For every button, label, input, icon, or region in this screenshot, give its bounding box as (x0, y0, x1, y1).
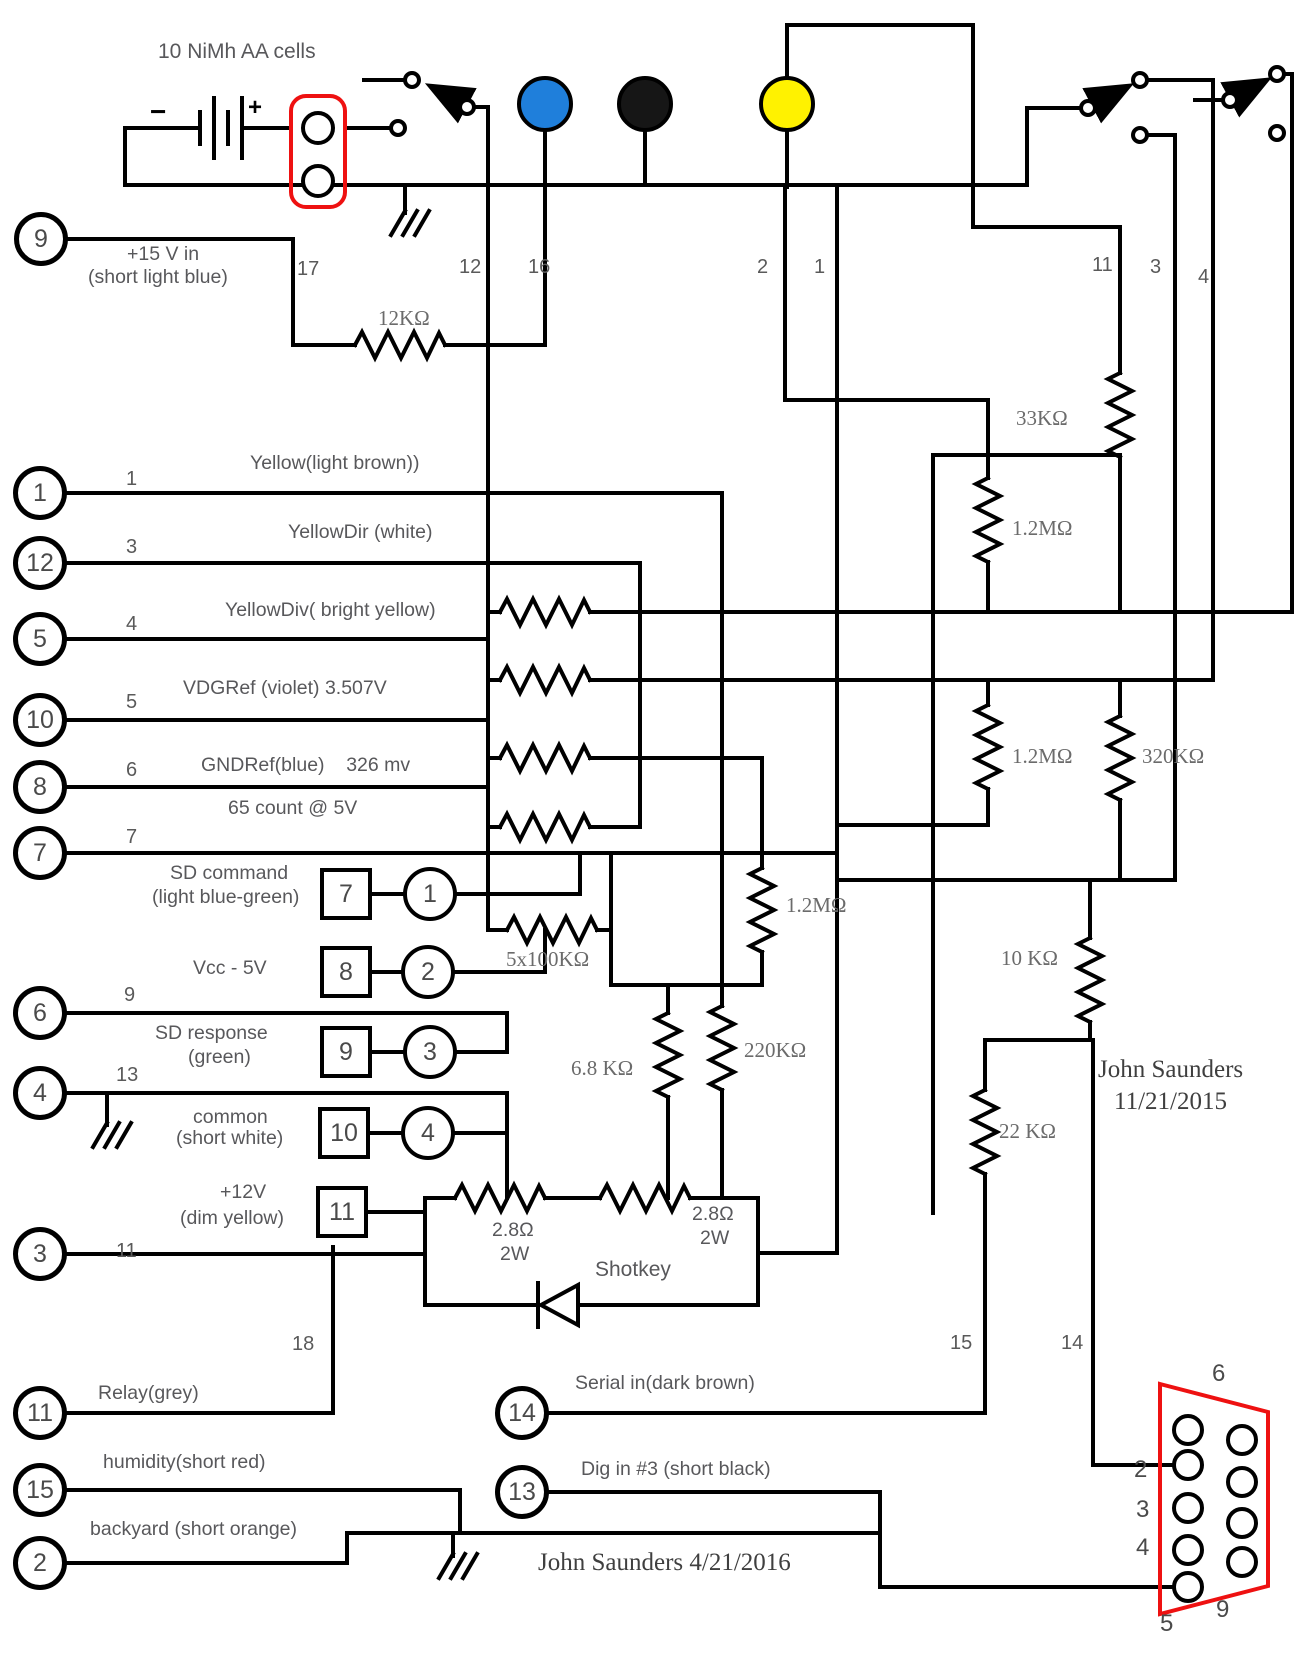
label-humidity: humidity(short red) (103, 1451, 266, 1473)
wire-segment (507, 917, 597, 943)
diode-triangle (541, 1285, 578, 1325)
wire-number-16: 16 (528, 256, 551, 278)
wire-segment (1108, 716, 1132, 800)
resistor-2r8-a (455, 1185, 545, 1211)
value-1m2-b: 1.2MΩ (1012, 744, 1073, 768)
wire-segment (500, 745, 590, 771)
resistor-220k (710, 1006, 734, 1090)
wire-segment (1270, 67, 1284, 81)
value-2r8-b: 2.8Ω (692, 1203, 734, 1225)
value-6k8: 6.8 KΩ (571, 1056, 634, 1080)
battery-minus-sign: − (150, 96, 167, 127)
wire-number-18: 18 (292, 1333, 315, 1355)
wire-label-5: 5 (126, 691, 138, 713)
db9-label-3: 3 (1136, 1496, 1150, 1523)
jacks (519, 78, 813, 130)
label-sd-command-color: (light blue-green) (152, 886, 300, 908)
switch-3 (1223, 67, 1284, 140)
wire-number-2: 2 (757, 256, 769, 278)
pin-circle-5: 5 (13, 612, 67, 666)
jack-black (619, 78, 671, 130)
wire-segment (500, 814, 590, 840)
wire-label-9: 9 (124, 984, 136, 1006)
terminal-box-7: 7 (320, 868, 372, 920)
label-sd-command: SD command (170, 862, 289, 884)
db9-pin (1174, 1416, 1202, 1444)
pin-circle-10: 10 (13, 693, 67, 747)
resistor-12k (355, 332, 445, 358)
db9-pin-4 (1174, 1536, 1202, 1564)
label-dig-in-3: Dig in #3 (short black) (581, 1458, 771, 1480)
wire-segment (1078, 938, 1102, 1022)
wire-number-15: 15 (950, 1332, 973, 1354)
pin-circle-12: 12 (13, 536, 67, 590)
value-1m2-a: 1.2MΩ (1012, 516, 1073, 540)
db9-pin-6 (1228, 1426, 1256, 1454)
connector-contact-bottom (303, 166, 333, 196)
label-12v: +12V (220, 1181, 267, 1203)
value-5x100k: 5x100KΩ (506, 947, 590, 971)
db9-pin-5 (1174, 1573, 1202, 1601)
pin-circle-7: 7 (13, 826, 67, 880)
signature-1-name: John Saunders (1098, 1056, 1244, 1083)
pin-circle-4: 4 (13, 1066, 67, 1120)
resistor-1m2-a (976, 478, 1000, 562)
wire-segment (1133, 73, 1147, 87)
db9-pin-3 (1174, 1494, 1202, 1522)
wire-number-12: 12 (459, 256, 482, 278)
wire-number-3: 3 (1150, 256, 1162, 278)
wire-number-17: 17 (297, 258, 320, 280)
resistor-6k8 (656, 1013, 680, 1097)
battery-connector (291, 96, 405, 207)
label-backyard: backyard (short orange) (90, 1518, 298, 1540)
wire-number-11-top: 11 (1092, 254, 1113, 276)
label-15v-in: +15 V in (127, 243, 200, 265)
value-2r8-a-watts: 2W (500, 1243, 530, 1265)
wire-label-11: 11 (116, 1240, 137, 1262)
pin-circle-1: 1 (13, 466, 67, 520)
label-relay: Relay(grey) (98, 1382, 199, 1404)
wire-segment (405, 73, 419, 87)
label-12v-color: (dim yellow) (180, 1207, 285, 1229)
label-common-color: (short white) (176, 1127, 284, 1149)
db9-pin-8 (1228, 1509, 1256, 1537)
resistor-1m2-b (976, 705, 1000, 789)
value-1m2-c: 1.2MΩ (786, 893, 847, 917)
terminal-circle-2: 2 (401, 945, 455, 999)
wire-segment (1223, 93, 1237, 107)
label-gndref: GNDRef(blue) 326 mv (201, 754, 411, 776)
terminal-box-10: 10 (318, 1107, 370, 1159)
pin-circle-8: 8 (13, 760, 67, 814)
wire-label-1: 1 (126, 468, 138, 490)
ground-symbol-bottom (439, 1554, 477, 1578)
battery (200, 98, 242, 158)
wire-segment (500, 599, 590, 625)
value-2r8-b-watts: 2W (700, 1227, 730, 1249)
pin-circle-15: 15 (13, 1463, 67, 1517)
value-10k: 10 KΩ (1001, 946, 1059, 970)
value-22k: 22 KΩ (999, 1119, 1057, 1143)
wire-segment (710, 1006, 734, 1090)
value-33k: 33KΩ (1016, 406, 1068, 430)
label-yellow: Yellow(light brown)) (250, 452, 420, 474)
wire-segment (750, 868, 774, 952)
wire-label-7: 7 (126, 826, 138, 848)
ground-symbol-top (391, 211, 429, 235)
switch-1 (405, 73, 474, 114)
label-vcc: Vcc - 5V (193, 957, 267, 979)
wire-segment (432, 87, 464, 104)
wire-segment (976, 478, 1000, 562)
db9-label-9: 9 (1216, 1596, 1230, 1623)
wire-segment (1237, 81, 1265, 96)
jack-blue (519, 78, 571, 130)
label-sd-response: SD response (155, 1022, 268, 1044)
label-15v-color: (short light blue) (88, 266, 228, 288)
db9-pin-2 (1174, 1451, 1202, 1479)
label-yellowdir: YellowDir (white) (288, 521, 433, 543)
resistor-320k (1108, 716, 1132, 800)
pin-circle-11: 11 (13, 1386, 67, 1440)
label-vdgref: VDGRef (violet) 3.507V (183, 677, 387, 699)
db9-connector (1160, 1384, 1268, 1614)
label-yellowdiv: YellowDiv( bright yellow) (225, 599, 436, 621)
pin-circle-9: 9 (14, 212, 68, 266)
label-common: common (193, 1106, 268, 1128)
resistor-33k (1108, 373, 1132, 457)
wire-number-4: 4 (1198, 266, 1210, 288)
pin-circle-2: 2 (13, 1536, 67, 1590)
wire-label-4: 4 (126, 613, 138, 635)
jack-yellow (761, 78, 813, 130)
wire-label-13: 13 (116, 1064, 139, 1086)
wire-segment (500, 667, 590, 693)
wire-segment (355, 332, 445, 358)
connector-contact-top (303, 113, 333, 143)
resistor-10k (1078, 938, 1102, 1022)
wire-label-3: 3 (126, 536, 138, 558)
wire-number-1: 1 (814, 256, 826, 278)
label-serial-in: Serial in(dark brown) (575, 1372, 755, 1394)
db9-label-2: 2 (1134, 1456, 1148, 1483)
label-sd-response-color: (green) (188, 1046, 251, 1068)
resistor-1m2-c (750, 868, 774, 952)
db9-pin-7 (1228, 1468, 1256, 1496)
wire-segment (976, 705, 1000, 789)
db9-pin-9 (1228, 1548, 1256, 1576)
wire-segment (1095, 87, 1127, 104)
wire-label-6: 6 (126, 759, 138, 781)
wire-number-14: 14 (1061, 1332, 1084, 1354)
battery-label: 10 NiMh AA cells (158, 40, 316, 63)
resistor-22k (973, 1090, 997, 1174)
battery-plus-sign: + (248, 94, 263, 121)
label-shotkey: Shotkey (595, 1258, 671, 1281)
ground-symbol-common (93, 1123, 131, 1147)
db9-label-5: 5 (1160, 1610, 1174, 1637)
switch-2 (1081, 73, 1147, 142)
pin-circle-3: 3 (13, 1227, 67, 1281)
pin-circle-14: 14 (495, 1386, 549, 1440)
wire-segment (973, 1090, 997, 1174)
wire-segment (1133, 128, 1147, 142)
value-320k: 320KΩ (1142, 744, 1205, 768)
pin-circle-13: 13 (495, 1465, 549, 1519)
value-220k: 220KΩ (744, 1038, 807, 1062)
terminal-circle-4: 4 (401, 1106, 455, 1160)
terminal-box-11: 11 (316, 1186, 368, 1238)
wire-segment (1081, 101, 1095, 115)
signature-1-date: 11/21/2015 (1114, 1088, 1227, 1115)
terminal-circle-1: 1 (403, 867, 457, 921)
terminal-box-9: 9 (320, 1026, 372, 1078)
resistor-2r8-b (600, 1185, 690, 1211)
wire-segment (1108, 373, 1132, 457)
value-12k: 12KΩ (378, 306, 430, 330)
resistor-ladder-100k (500, 599, 597, 943)
label-65count: 65 count @ 5V (228, 797, 358, 819)
db9-label-4: 4 (1136, 1534, 1150, 1561)
wire-segment (656, 1013, 680, 1097)
open-terminal (391, 121, 405, 135)
wire-segment (460, 100, 474, 114)
terminal-box-8: 8 (320, 946, 372, 998)
pin-circle-6: 6 (13, 986, 67, 1040)
terminal-circle-3: 3 (403, 1025, 457, 1079)
db9-label-6: 6 (1212, 1360, 1226, 1387)
value-2r8-a: 2.8Ω (492, 1219, 534, 1241)
wire-segment (1270, 126, 1284, 140)
signature-2: John Saunders 4/21/2016 (538, 1549, 791, 1576)
